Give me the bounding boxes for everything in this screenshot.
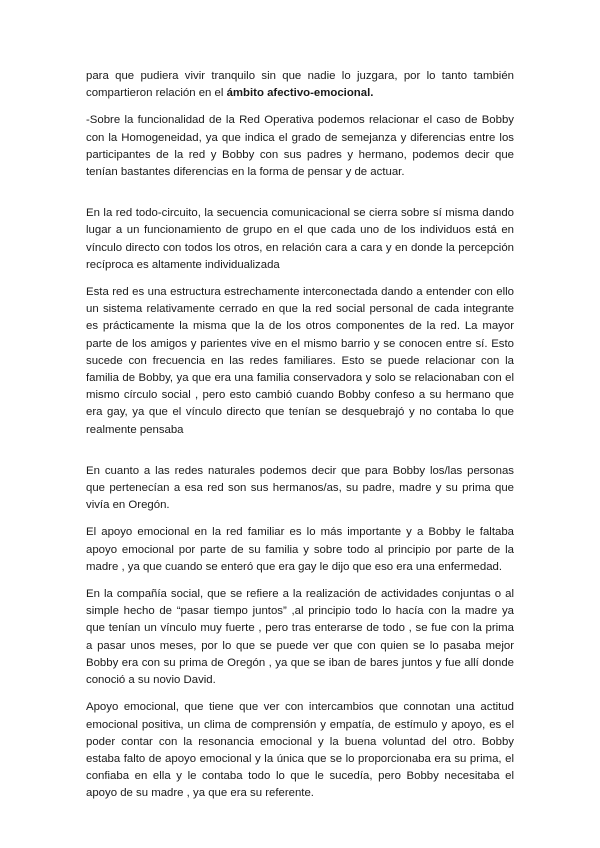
paragraph-family-emotional-support: El apoyo emocional en la red familiar es lo más importante y a Bobby le faltaba apoyo emocional por parte de su familia y sobre todo al principio por parte de la madre , ya que cuando se enteró que era gay le dijo que eso era una enfermedad. [86, 526, 514, 573]
paragraph-affective-scope [86, 68, 514, 102]
paragraph-text: para que pudiera vivir tranquilo sin que nadie lo juzgara, por lo tanto también compartieron relación en el [86, 70, 514, 100]
bold-phrase: ámbito afectivo-emocional. [226, 87, 374, 100]
document-page [86, 68, 514, 813]
paragraph-natural-networks: En cuanto a las redes naturales podemos decir que para Bobby los/las personas que pertenecían a esa red son sus hermanos/as, su padre, madre y su prima que vivía en Oregón. [86, 464, 514, 512]
paragraph-interconnected-structure: Esta red es una estructura estrechamente interconectada dando a entender con ello un sistema relativamente cerrado en que la red social personal de cada integrante es prácticamente la misma que la de los otros componentes de la red. La mayor parte de los amigos y parientes vive en el mismo barrio y se conocen entre sí. Esto sucede con frecuencia en las redes familiares. Esto se puede relacionar con la familia de Bobby, ya que era una familia conservadora y solo se relacionaban con el mismo círculo social , pero esto cambió cuando Bobby confeso a su hermano que era gay, ya que el vínculo directo que tenían se desquebrajó y no contaba lo que realmente pensaba [86, 286, 514, 436]
paragraph-all-circuit-network: En la red todo-circuito, la secuencia comunicacional se cierra sobre sí misma dando lugar a un funcionamiento de grupo en el que cada uno de los individuos está en vínculo directo con todos los otros, en relación cara a cara y en donde la percepción recíproca es altamente individualizada [86, 207, 514, 271]
paragraph-operative-network: -Sobre la funcionalidad de la Red Operativa podemos relacionar el caso de Bobby con la Homogeneidad, ya que indica el grado de semejanza y diferencias entre los participantes de la red y Bobby con sus padres y hermano, podemos decir que tenían bastantes diferencias en la forma de pensar y de actuar. [86, 114, 514, 179]
paragraph-social-company: En la compañía social, que se refiere a la realización de actividades conjuntas o al simple hecho de “pasar tiempo juntos” ,al principio todo lo hacía con la madre ya que tenían un vínculo muy fuerte , pero tras enterarse de todo , se fue con la prima a pasar unos meses, por lo que se puede ver que con quien se lo pasaba mejor Bobby era con su prima de Oregón , ya que se iban de bares juntos y fue allí donde conoció a su novio David. [86, 588, 514, 687]
paragraph-emotional-support: Apoyo emocional, que tiene que ver con intercambios que connotan una actitud emocional positiva, un clima de comprensión y empatía, de estímulo y apoyo, es el poder contar con la resonancia emocional y la buena voluntad del otro. Bobby estaba falto de apoyo emocional y la única que se lo proporcionaba era su prima, el confiaba en ella y le contaba todo lo que le sucedía, pero Bobby necesitaba el apoyo de su madre , ya que era su referente. [86, 701, 514, 800]
